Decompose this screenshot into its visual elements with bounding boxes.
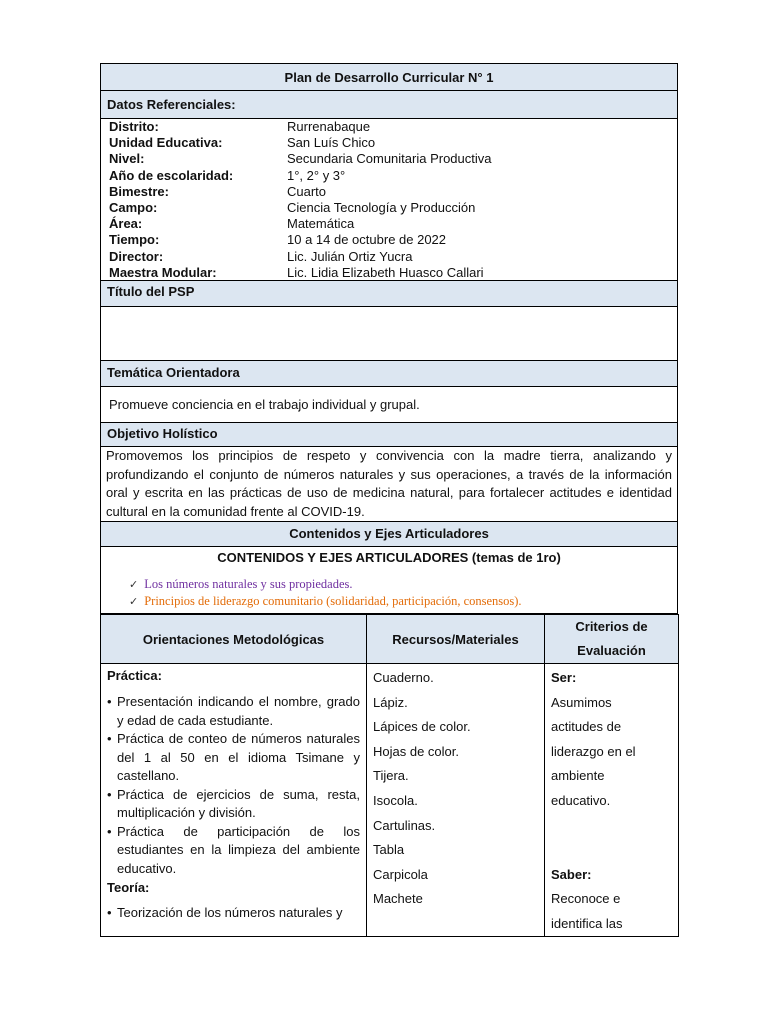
- reference-row: [109, 265, 669, 281]
- objetivo-holistico-header: Objetivo Holístico: [100, 423, 678, 447]
- tematica-text: Promueve conciencia en el trabajo individual y grupal.: [100, 387, 678, 423]
- saber-lines: [551, 887, 672, 936]
- reference-value: San Luís Chico: [287, 135, 376, 151]
- contenido-item: ✓ Los números naturales y sus propiedades.: [129, 577, 353, 591]
- reference-row: [109, 168, 669, 184]
- contenidos-body: [100, 547, 678, 614]
- recurso-item: Carpicola: [373, 866, 428, 882]
- saber-text-line: identifica las: [551, 915, 623, 931]
- reference-label: Distrito:: [109, 119, 159, 134]
- bullet-icon: •: [107, 694, 112, 709]
- reference-value: Lic. Lidia Elizabeth Huasco Callari: [287, 264, 484, 280]
- reference-label: Nivel:: [109, 151, 145, 167]
- reference-value: Ciencia Tecnología y Producción: [287, 199, 476, 215]
- ser-text-line: liderazgo en el: [551, 743, 636, 759]
- recurso-item: Cuaderno.: [373, 670, 434, 685]
- datos-referenciales-header: Datos Referenciales:: [100, 91, 678, 119]
- recurso-item: Isocola.: [373, 792, 418, 808]
- list-item: • Práctica de ejercicios de suma, resta, multiplicación y división.: [107, 786, 360, 820]
- col-orientaciones-header: Orientaciones Metodológicas: [101, 615, 367, 664]
- teoria-list: [107, 904, 360, 923]
- ser-text-line: actitudes de: [551, 719, 622, 735]
- reference-label: Área:: [109, 216, 143, 232]
- practica-list: [107, 693, 360, 878]
- titulo-psp-header: Título del PSP: [100, 281, 678, 307]
- check-icon: ✓: [129, 578, 139, 591]
- reference-value: Cuarto: [287, 183, 327, 199]
- reference-row: [109, 232, 669, 248]
- col-recursos-header: Recursos/Materiales: [367, 615, 545, 664]
- list-item: • Teorización de los números naturales y: [107, 904, 360, 923]
- list-item: • Práctica de conteo de números naturales del 1 al 50 en el idioma Tsimane y castellano.: [107, 731, 360, 783]
- reference-value: Secundaria Comunitaria Productiva: [287, 151, 492, 167]
- recurso-item: Tabla: [373, 842, 405, 858]
- reference-value: Lic. Julián Ortiz Yucra: [287, 248, 413, 264]
- tematica-orientadora-header: Temática Orientadora: [100, 361, 678, 387]
- reference-row: [109, 119, 669, 135]
- recurso-item: Lápices de color.: [373, 719, 471, 735]
- reference-label: Tiempo:: [109, 232, 160, 248]
- recurso-item: Tijera.: [373, 768, 409, 784]
- bullet-icon: •: [107, 731, 112, 746]
- recursos-cell: [367, 664, 545, 937]
- saber-heading: Saber:: [551, 866, 592, 882]
- reference-value: Rurrenabaque: [287, 119, 371, 134]
- reference-value: 1°, 2° y 3°: [287, 167, 346, 183]
- ser-lines: [551, 691, 672, 814]
- contenidos-subtitle: CONTENIDOS Y EJES ARTICULADORES (temas de 1ro): [217, 550, 561, 565]
- titulo-psp-empty-cell: [100, 307, 678, 361]
- reference-value: 10 a 14 de octubre de 2022: [287, 232, 447, 248]
- ser-text-line: ambiente: [551, 768, 605, 784]
- check-icon: ✓: [129, 595, 139, 608]
- recurso-item: Cartulinas.: [373, 817, 436, 833]
- reference-label: Maestra Modular:: [109, 264, 217, 280]
- objetivo-text: Promovemos los principios de respeto y convivencia con la madre tierra, analizando y profundizando el conjunto de números naturales y sus operaciones, a través de la información oral y escrita en las prácticas de uso de medicina natural, para fortalecer actitudes e identidad cultural en la comunidad frente al COVID-19.: [100, 447, 678, 522]
- curricular-plan-document: [100, 63, 678, 937]
- reference-row: [109, 184, 669, 200]
- col-criterios-header: Criterios de Evaluación: [545, 615, 679, 664]
- ser-heading: Ser:: [551, 670, 577, 685]
- reference-row: [109, 135, 669, 151]
- list-item: • Presentación indicando el nombre, grado y edad de cada estudiante.: [107, 694, 360, 728]
- reference-data-block: [100, 119, 678, 281]
- reference-label: Campo:: [109, 199, 158, 215]
- bullet-icon: •: [107, 823, 112, 839]
- reference-row: [109, 200, 669, 216]
- saber-text-line: Reconoce e: [551, 891, 621, 907]
- reference-label: Año de escolaridad:: [109, 167, 234, 183]
- bullet-icon: •: [107, 905, 112, 920]
- reference-row: [109, 216, 669, 232]
- bullet-icon: •: [107, 786, 112, 802]
- recurso-item: Lápiz.: [373, 694, 408, 710]
- reference-label: Director:: [109, 248, 164, 264]
- ser-text-line: Asumimos: [551, 694, 612, 710]
- teoria-heading: Teoría:: [107, 880, 150, 895]
- list-item: • Práctica de participación de los estudiantes en la limpieza del ambiente educativo.: [107, 823, 360, 876]
- contenidos-header: Contenidos y Ejes Articuladores: [100, 522, 678, 547]
- reference-row: [109, 249, 669, 265]
- reference-label: Bimestre:: [109, 183, 169, 199]
- contenido-item: ✓ Principios de liderazgo comunitario (solidaridad, participación, consensos).: [129, 594, 522, 608]
- document-title: Plan de Desarrollo Curricular N° 1: [100, 63, 678, 91]
- recurso-item: Machete: [373, 891, 423, 907]
- recurso-item: Hojas de color.: [373, 743, 459, 759]
- practica-heading: Práctica:: [107, 668, 162, 683]
- methodology-table: [100, 614, 679, 937]
- contenidos-list: [129, 576, 522, 610]
- reference-row: [109, 151, 669, 167]
- orientaciones-cell: [101, 664, 367, 937]
- criterios-cell: [545, 664, 679, 937]
- reference-label: Unidad Educativa:: [109, 135, 223, 151]
- ser-text-line: educativo.: [551, 792, 611, 808]
- reference-value: Matemática: [287, 216, 355, 232]
